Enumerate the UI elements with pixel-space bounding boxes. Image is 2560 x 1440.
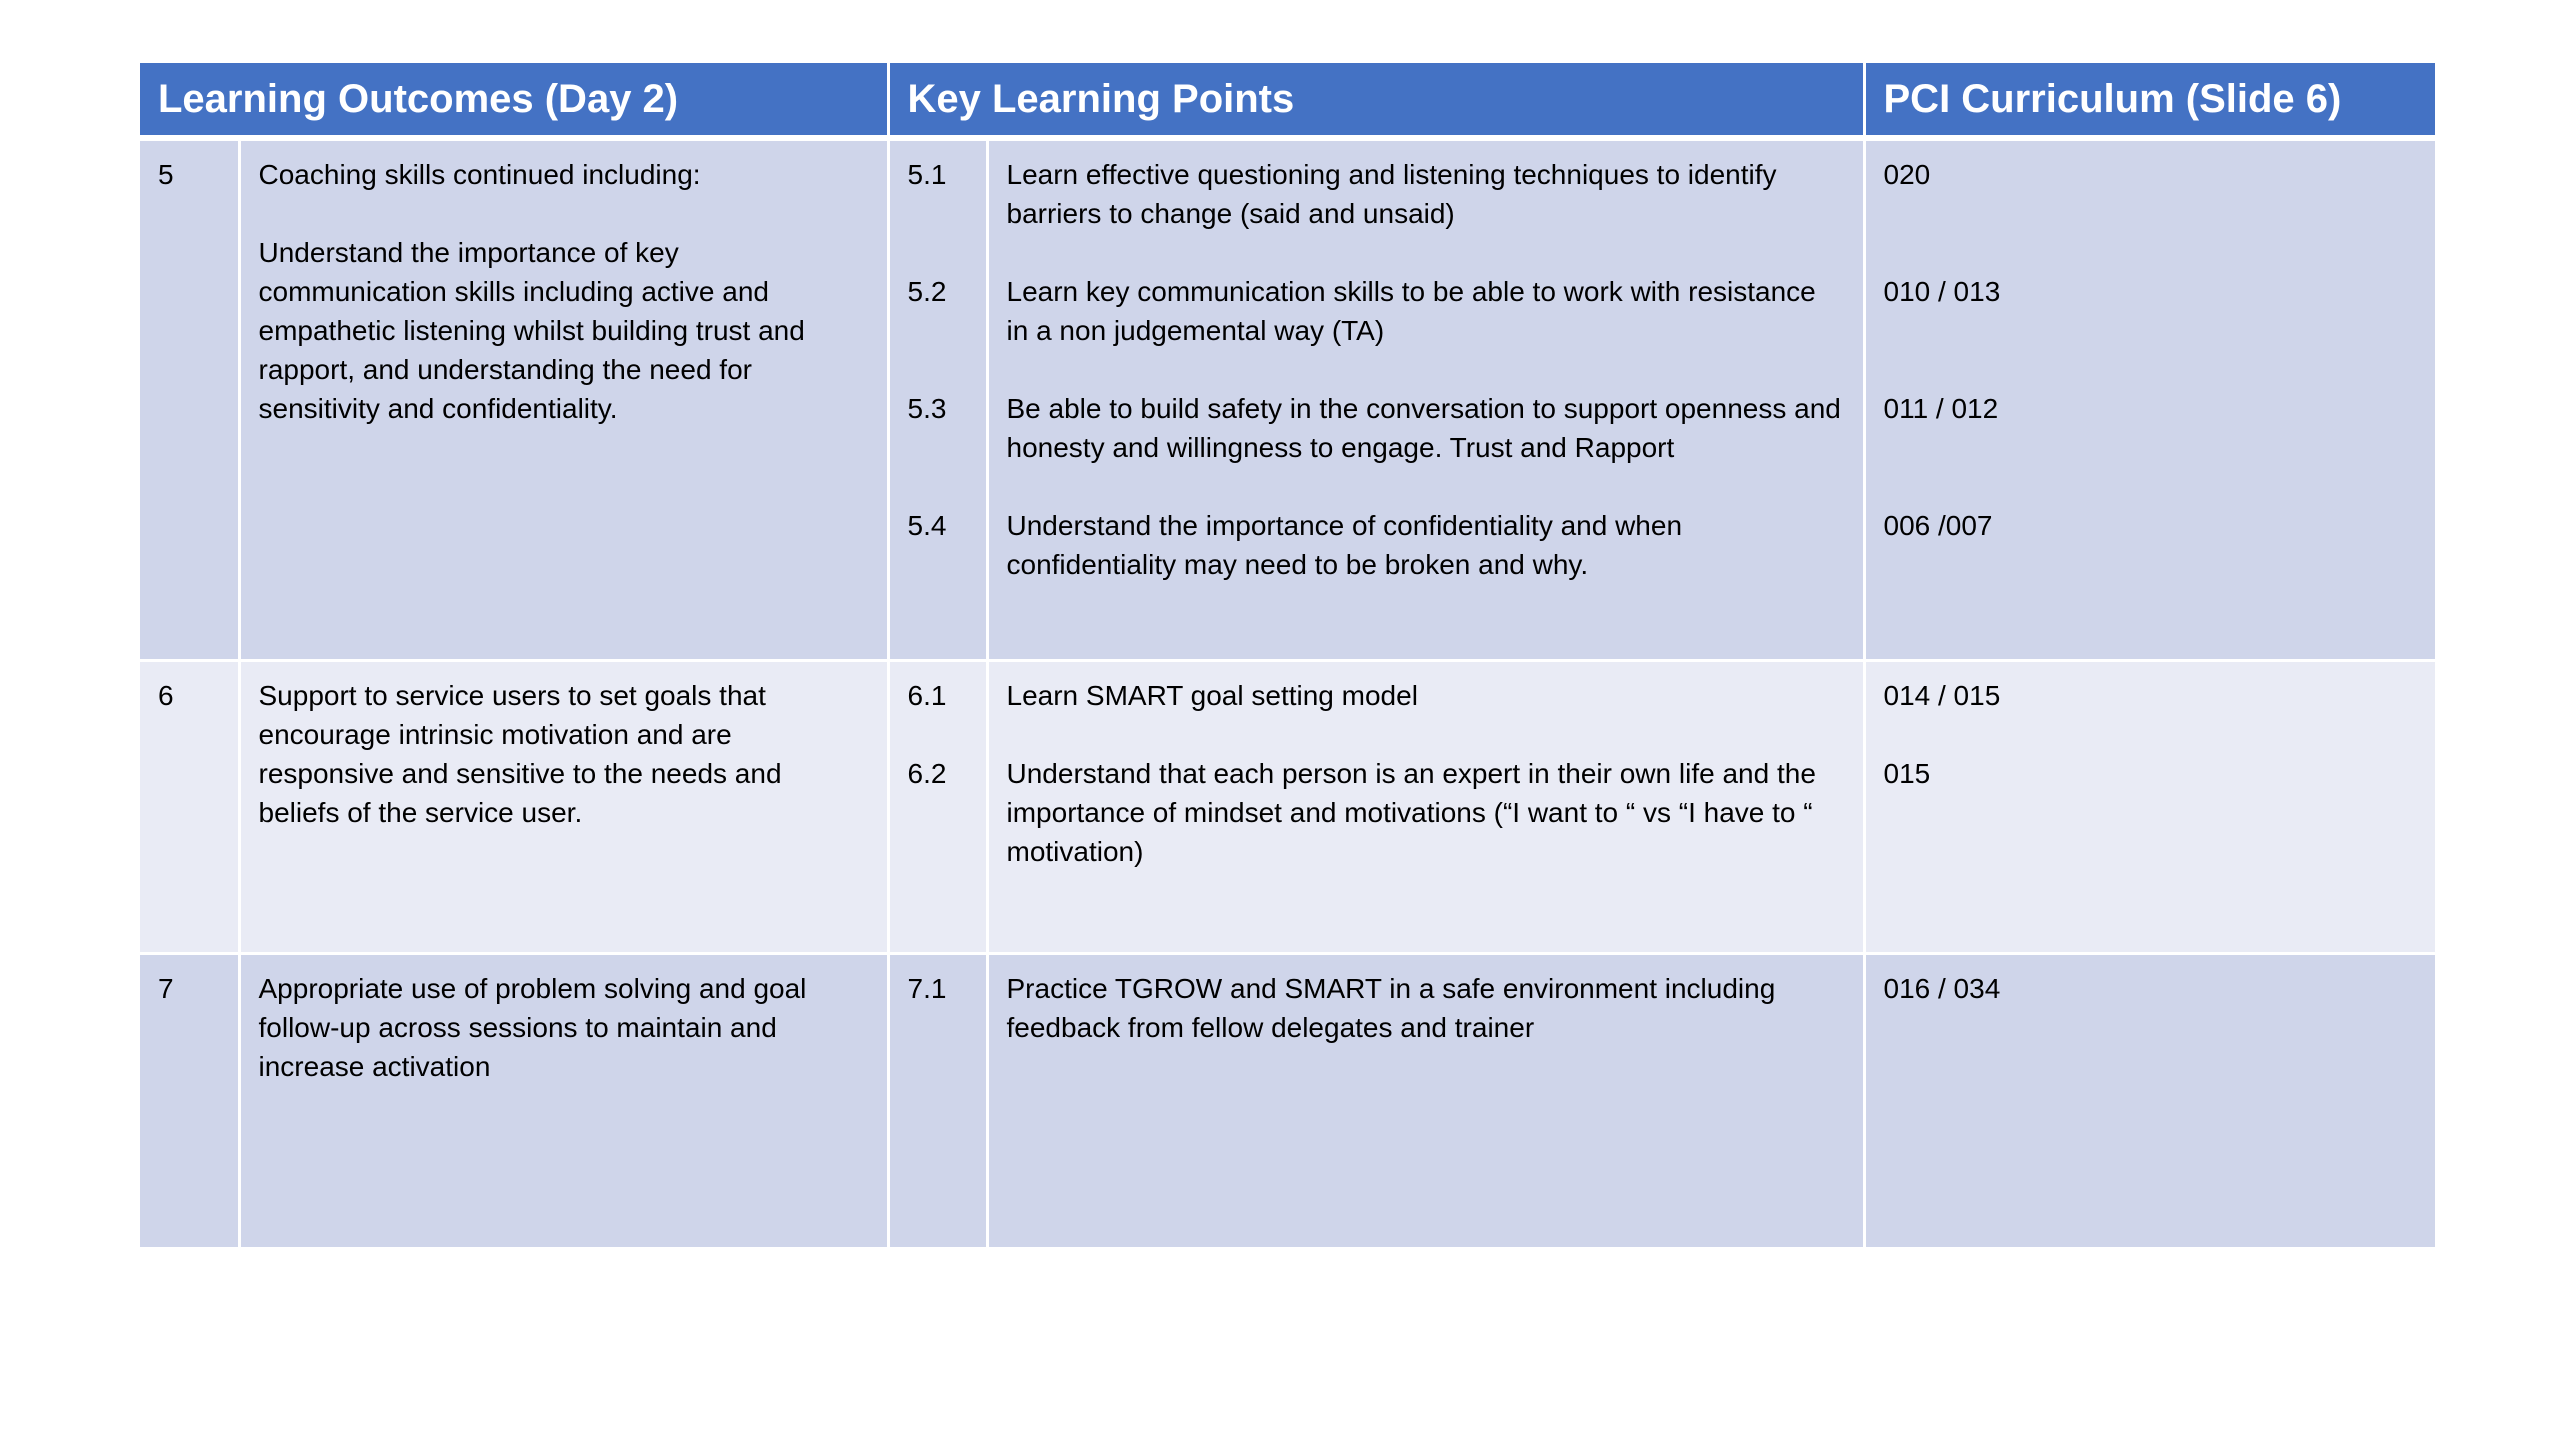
point-number: 5.2: [907, 276, 947, 307]
point-text: Learn effective questioning and listening techniques to identify barriers to change (said and unsaid): [1006, 159, 1777, 229]
pci-code: 014 / 015: [1883, 680, 2001, 711]
points-cell: [987, 954, 1864, 1249]
point-number: 5.1: [907, 159, 947, 190]
header-learning-outcomes: Learning Outcomes (Day 2): [140, 63, 888, 138]
outcome-number: 7: [140, 954, 239, 1249]
header-key-learning-points: Key Learning Points: [888, 63, 1864, 138]
point-number: 5.4: [907, 510, 947, 541]
outcome-cell: [239, 661, 888, 954]
point-number: 6.2: [907, 758, 947, 789]
outcome-intro: Coaching skills continued including:: [258, 159, 701, 190]
pci-code: 011 / 012: [1883, 393, 1999, 424]
point-text: Be able to build safety in the conversation to support openness and honesty and willingness to engage. Trust and Rapport: [1006, 393, 1841, 463]
point-text: Understand the importance of confidentiality and when confidentiality may need to be broken and why.: [1006, 510, 1683, 580]
point-numbers-cell: [888, 138, 987, 661]
point-text: Practice TGROW and SMART in a safe environment including feedback from fellow delegates and trainer: [1006, 973, 1776, 1043]
point-number: 7.1: [907, 973, 947, 1004]
outcome-number: 6: [140, 661, 239, 954]
outcome-intro: Appropriate use of problem solving and goal follow-up across sessions to maintain and increase activation: [258, 973, 807, 1082]
point-text: Learn SMART goal setting model: [1006, 680, 1418, 711]
outcome-intro: Support to service users to set goals that encourage intrinsic motivation and are responsive and sensitive to the needs and beliefs of the service user.: [258, 680, 782, 828]
point-text: Understand that each person is an expert in their own life and the importance of mindset and motivations (“I want to “ vs “I have to “ motivation): [1006, 758, 1816, 867]
point-number: 6.1: [907, 680, 947, 711]
learning-outcomes-table: [140, 63, 2435, 1250]
point-numbers-cell: [888, 954, 987, 1249]
table-row: [140, 954, 2435, 1249]
pci-code: 016 / 034: [1883, 973, 2001, 1004]
pci-code: 010 / 013: [1883, 276, 2001, 307]
points-cell: [987, 138, 1864, 661]
point-number: 5.3: [907, 393, 947, 424]
table-row: [140, 661, 2435, 954]
outcome-cell: [239, 138, 888, 661]
point-numbers-cell: [888, 661, 987, 954]
outcome-cell: [239, 954, 888, 1249]
pci-code: 006 /007: [1883, 510, 1993, 541]
outcome-detail: Understand the importance of key communication skills including active and empathetic listening whilst building trust and rapport, and understanding the need for sensitivity and confidentiality.: [258, 237, 805, 424]
pci-code: 015: [1883, 758, 1931, 789]
table-header-row: [140, 63, 2435, 138]
pci-cell: [1864, 954, 2435, 1249]
header-pci-curriculum: PCI Curriculum (Slide 6): [1864, 63, 2435, 138]
point-text: Learn key communication skills to be able to work with resistance in a non judgemental way (TA): [1006, 276, 1816, 346]
outcome-number: 5: [140, 138, 239, 661]
pci-cell: [1864, 138, 2435, 661]
points-cell: [987, 661, 1864, 954]
pci-code: 020: [1883, 159, 1931, 190]
pci-cell: [1864, 661, 2435, 954]
table-row: [140, 138, 2435, 661]
